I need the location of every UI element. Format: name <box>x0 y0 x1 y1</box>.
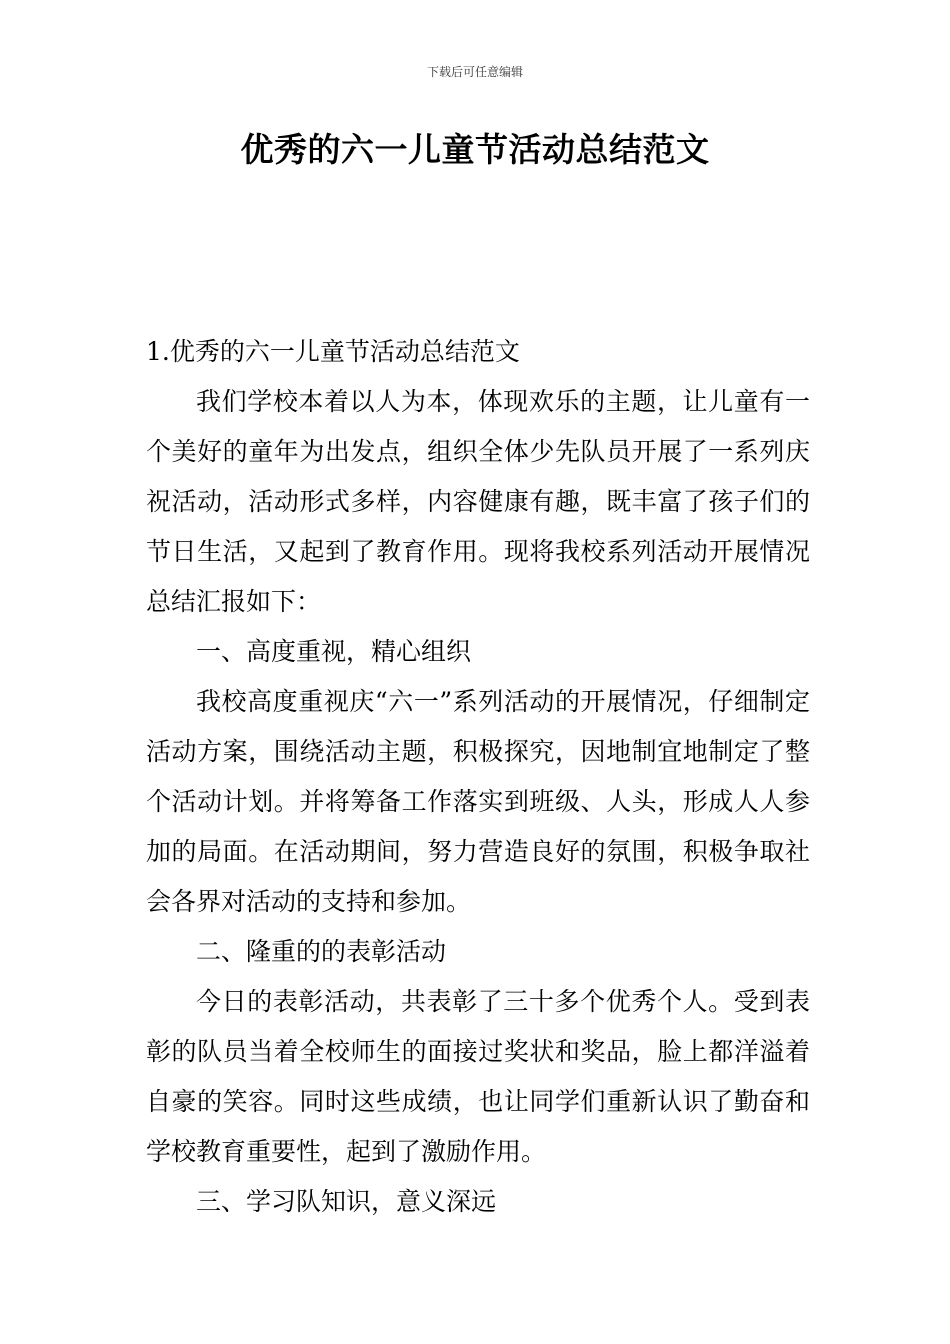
document-title: 优秀的六一儿童节活动总结范文 <box>240 130 710 169</box>
header-note: 下载后可任意编辑 <box>426 65 523 79</box>
document-body <box>146 327 810 1227</box>
heading-three: 三、学习队知识，意义深远 <box>196 1187 497 1216</box>
paragraph-intro: 我们学校本着以人为本，体现欢乐的主题，让儿童有一个美好的童年为出发点，组织全体少先队员开展了一系列庆祝活动，活动形式多样，内容健康有趣，既丰富了孩子们的节日生活，又起到了教育作用。现将我校系列活动开展情况总结汇报如下： <box>146 387 810 616</box>
paragraph-organization: 我校高度重视庆“六一”系列活动的开展情况，仔细制定活动方案，围绕活动主题，积极探究，因地制宜地制定了整个活动计划。并将筹备工作落实到班级、人头，形成人人参加的局面。在活动期间，努力营造良好的氛围，积极争取社会各界对活动的支持和参加。 <box>146 687 810 916</box>
heading-two: 二、隆重的的表彰活动 <box>196 937 447 966</box>
heading-one: 一、高度重视，精心组织 <box>196 637 472 666</box>
paragraph-commendation: 今日的表彰活动，共表彰了三十多个优秀个人。受到表彰的队员当着全校师生的面接过奖状和奖品，脸上都洋溢着自豪的笑容。同时这些成绩，也让同学们重新认识了勤奋和学校教育重要性，起到了激励作用。 <box>146 987 810 1166</box>
section-title: 1.优秀的六一儿童节活动总结范文 <box>146 337 520 366</box>
